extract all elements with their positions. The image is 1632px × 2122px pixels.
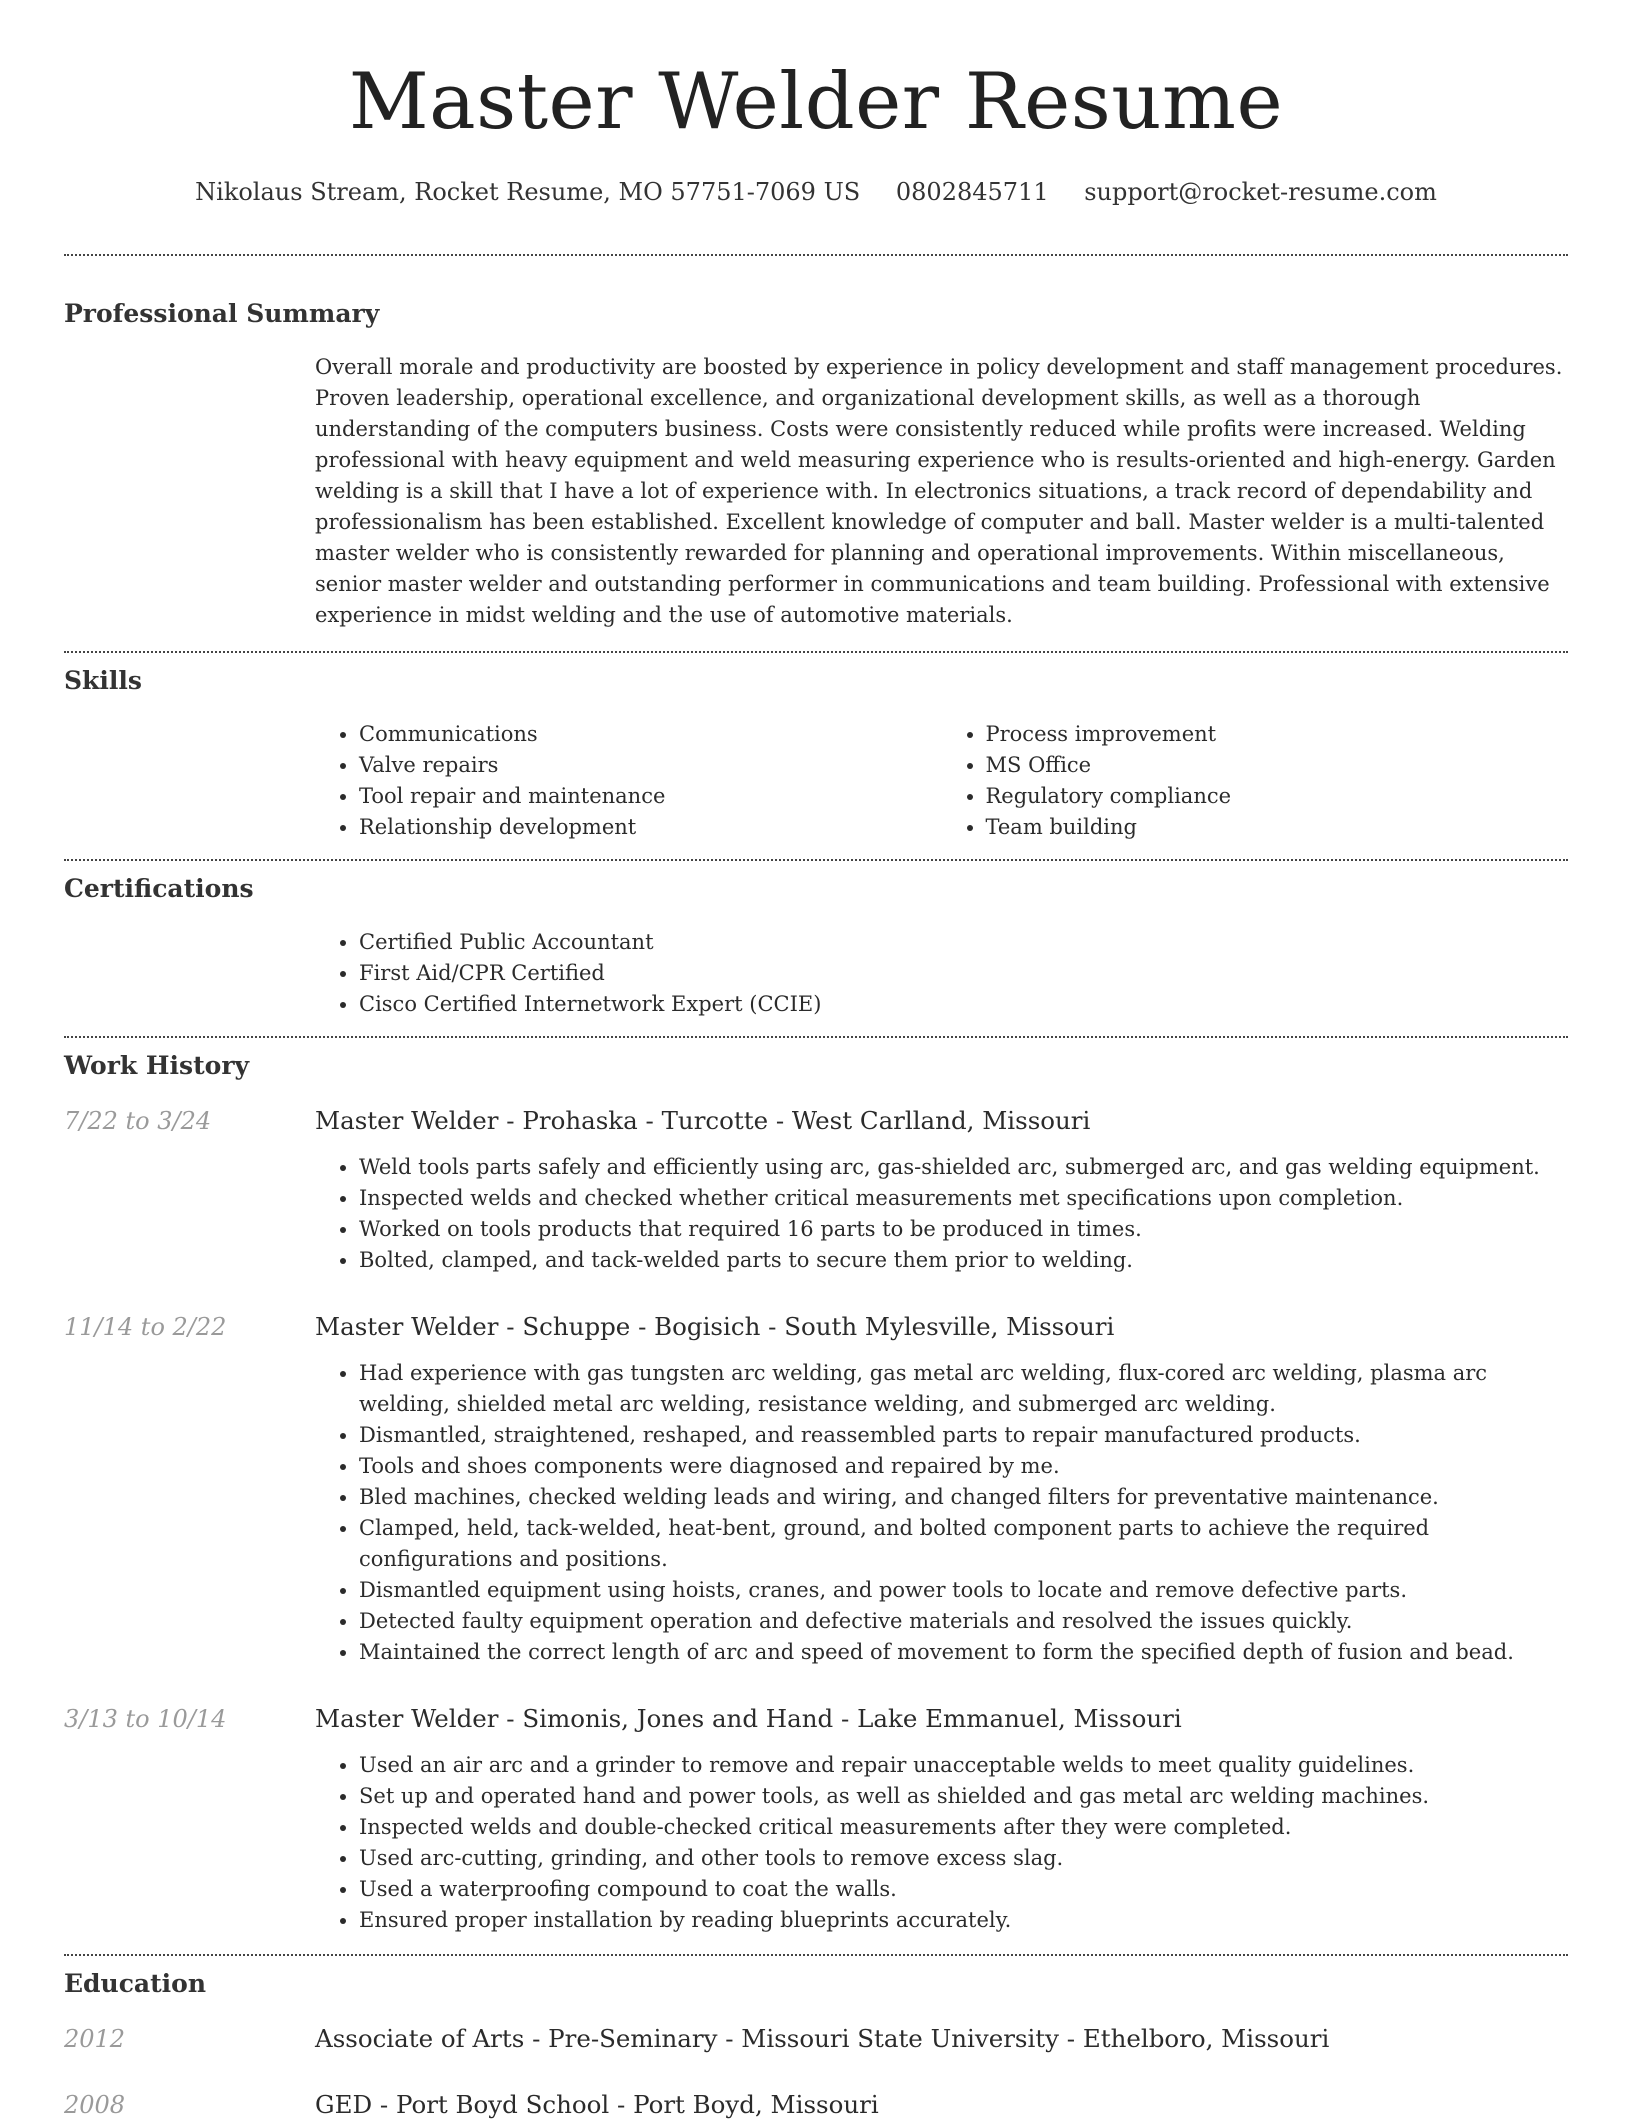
education-date: 2008 <box>64 2091 126 2119</box>
contact-phone: 0802845711 <box>895 178 1049 206</box>
job-bullet: • Had experience with gas tungsten arc welding, gas metal arc welding, flux-cored arc welding, plasma arc welding, shielded metal arc welding, resistance welding, and submerged arc welding. <box>359 1358 1568 1420</box>
job-bullet: • Inspected welds and checked whether critical measurements met specifications upon completion. <box>359 1183 1568 1214</box>
education-body <box>315 2088 1568 2122</box>
divider <box>64 651 1568 653</box>
job-bullet: • Used a waterproofing compound to coat the walls. <box>359 1874 1568 1905</box>
job-entry <box>64 1310 1568 1668</box>
summary-heading: Professional Summary <box>64 299 380 328</box>
resume-page <box>64 0 1568 2122</box>
job-bullets <box>315 1358 1568 1668</box>
divider <box>64 1036 1568 1038</box>
skill-item: • Process improvement <box>986 719 1569 750</box>
divider <box>64 859 1568 861</box>
skills-columns <box>315 719 1568 843</box>
certifications-body <box>315 927 1568 1020</box>
certifications-section <box>64 873 1568 1020</box>
job-bullet: • Ensured proper installation by reading blueprints accurately. <box>359 1905 1568 1936</box>
job-title: Master Welder - Simonis, Jones and Hand - Lake Emmanuel, Missouri <box>315 1704 1182 1733</box>
education-section <box>64 1968 1568 2122</box>
job-bullet: • Worked on tools products that required 16 parts to be produced in times. <box>359 1214 1568 1245</box>
education-entry <box>64 2088 1568 2122</box>
job-entry <box>64 1702 1568 1936</box>
education-title: Associate of Arts - Pre-Seminary - Missouri State University - Ethelboro, Missouri <box>315 2024 1330 2053</box>
certification-item: • First Aid/CPR Certified <box>359 958 1568 989</box>
divider <box>64 254 1568 256</box>
job-date: 7/22 to 3/24 <box>64 1107 212 1135</box>
job-bullets <box>315 1750 1568 1936</box>
job-bullet: • Tools and shoes components were diagnosed and repaired by me. <box>359 1451 1568 1482</box>
job-title: Master Welder - Schuppe - Bogisich - South Mylesville, Missouri <box>315 1312 1115 1341</box>
job-bullet: • Dismantled equipment using hoists, cranes, and power tools to locate and remove defective parts. <box>359 1575 1568 1606</box>
job-bullet: • Used an air arc and a grinder to remove and repair unacceptable welds to meet quality guidelines. <box>359 1750 1568 1781</box>
certifications-heading: Certifications <box>64 874 254 903</box>
skill-item: • Valve repairs <box>359 750 942 781</box>
page-title: Master Welder Resume <box>348 57 1284 147</box>
education-heading: Education <box>64 1969 207 1998</box>
summary-section <box>64 298 1568 631</box>
skill-item: • Communications <box>359 719 942 750</box>
contact-address: Nikolaus Stream, Rocket Resume, MO 57751-7069 US <box>195 178 861 206</box>
divider <box>64 1954 1568 1956</box>
job-date: 11/14 to 2/22 <box>64 1313 227 1341</box>
job-bullet: • Set up and operated hand and power tools, as well as shielded and gas metal arc welding machines. <box>359 1781 1568 1812</box>
job-title: Master Welder - Prohaska - Turcotte - West Carlland, Missouri <box>315 1106 1091 1135</box>
job-bullet: • Bolted, clamped, and tack-welded parts to secure them prior to welding. <box>359 1245 1568 1276</box>
job-entry <box>64 1104 1568 1276</box>
job-bullet: • Inspected welds and double-checked critical measurements after they were completed. <box>359 1812 1568 1843</box>
education-date: 2012 <box>64 2025 126 2053</box>
job-bullet: • Weld tools parts safely and efficiently using arc, gas-shielded arc, submerged arc, and gas welding equipment. <box>359 1152 1568 1183</box>
skills-list-left <box>315 719 942 843</box>
certification-item: • Cisco Certified Internetwork Expert (CCIE) <box>359 989 1568 1020</box>
skills-list-right <box>942 719 1569 843</box>
certifications-list <box>315 927 1568 1020</box>
skill-item: • Team building <box>986 812 1569 843</box>
job-bullet: • Clamped, held, tack-welded, heat-bent, ground, and bolted component parts to achieve the required configurations and positions. <box>359 1513 1568 1575</box>
contact-email: support@rocket-resume.com <box>1084 178 1437 206</box>
job-bullet: • Detected faulty equipment operation and defective materials and resolved the issues quickly. <box>359 1606 1568 1637</box>
education-body <box>315 2022 1568 2056</box>
education-entry <box>64 2022 1568 2056</box>
certification-item: • Certified Public Accountant <box>359 927 1568 958</box>
summary-body <box>315 352 1568 631</box>
contact-line <box>64 176 1568 208</box>
job-bullet: • Dismantled, straightened, reshaped, and reassembled parts to repair manufactured products. <box>359 1420 1568 1451</box>
job-bullet: • Used arc-cutting, grinding, and other tools to remove excess slag. <box>359 1843 1568 1874</box>
summary-text: Overall morale and productivity are boosted by experience in policy development and staff management procedures. Proven leadership, operational excellence, and organizational development skills, as well as a thorough understanding of the computers business. Costs were consistently reduced while profits were increased. Welding professional with heavy equipment and weld measuring experience who is results-oriented and high-energy. Garden welding is a skill that I have a lot of experience with. In electronics situations, a track record of dependability and professionalism has been established. Excellent knowledge of computer and ball. Master welder is a multi-talented master welder who is consistently rewarded for planning and operational improvements. Within miscellaneous, senior master welder and outstanding performer in communications and team building. Professional with extensive experience in midst welding and the use of automotive materials. <box>315 355 1563 627</box>
job-body <box>315 1702 1568 1936</box>
skill-item: • Regulatory compliance <box>986 781 1569 812</box>
job-body <box>315 1104 1568 1276</box>
work-heading: Work History <box>64 1051 250 1080</box>
skills-heading: Skills <box>64 666 142 695</box>
education-title: GED - Port Boyd School - Port Boyd, Missouri <box>315 2090 879 2119</box>
work-section <box>64 1050 1568 1936</box>
skill-item: • Relationship development <box>359 812 942 843</box>
job-bullet: • Maintained the correct length of arc and speed of movement to form the specified depth of fusion and bead. <box>359 1637 1568 1668</box>
job-body <box>315 1310 1568 1668</box>
skill-item: • MS Office <box>986 750 1569 781</box>
job-bullets <box>315 1152 1568 1276</box>
job-bullet: • Bled machines, checked welding leads and wiring, and changed filters for preventative maintenance. <box>359 1482 1568 1513</box>
skill-item: • Tool repair and maintenance <box>359 781 942 812</box>
skills-section <box>64 665 1568 843</box>
job-date: 3/13 to 10/14 <box>64 1705 227 1733</box>
